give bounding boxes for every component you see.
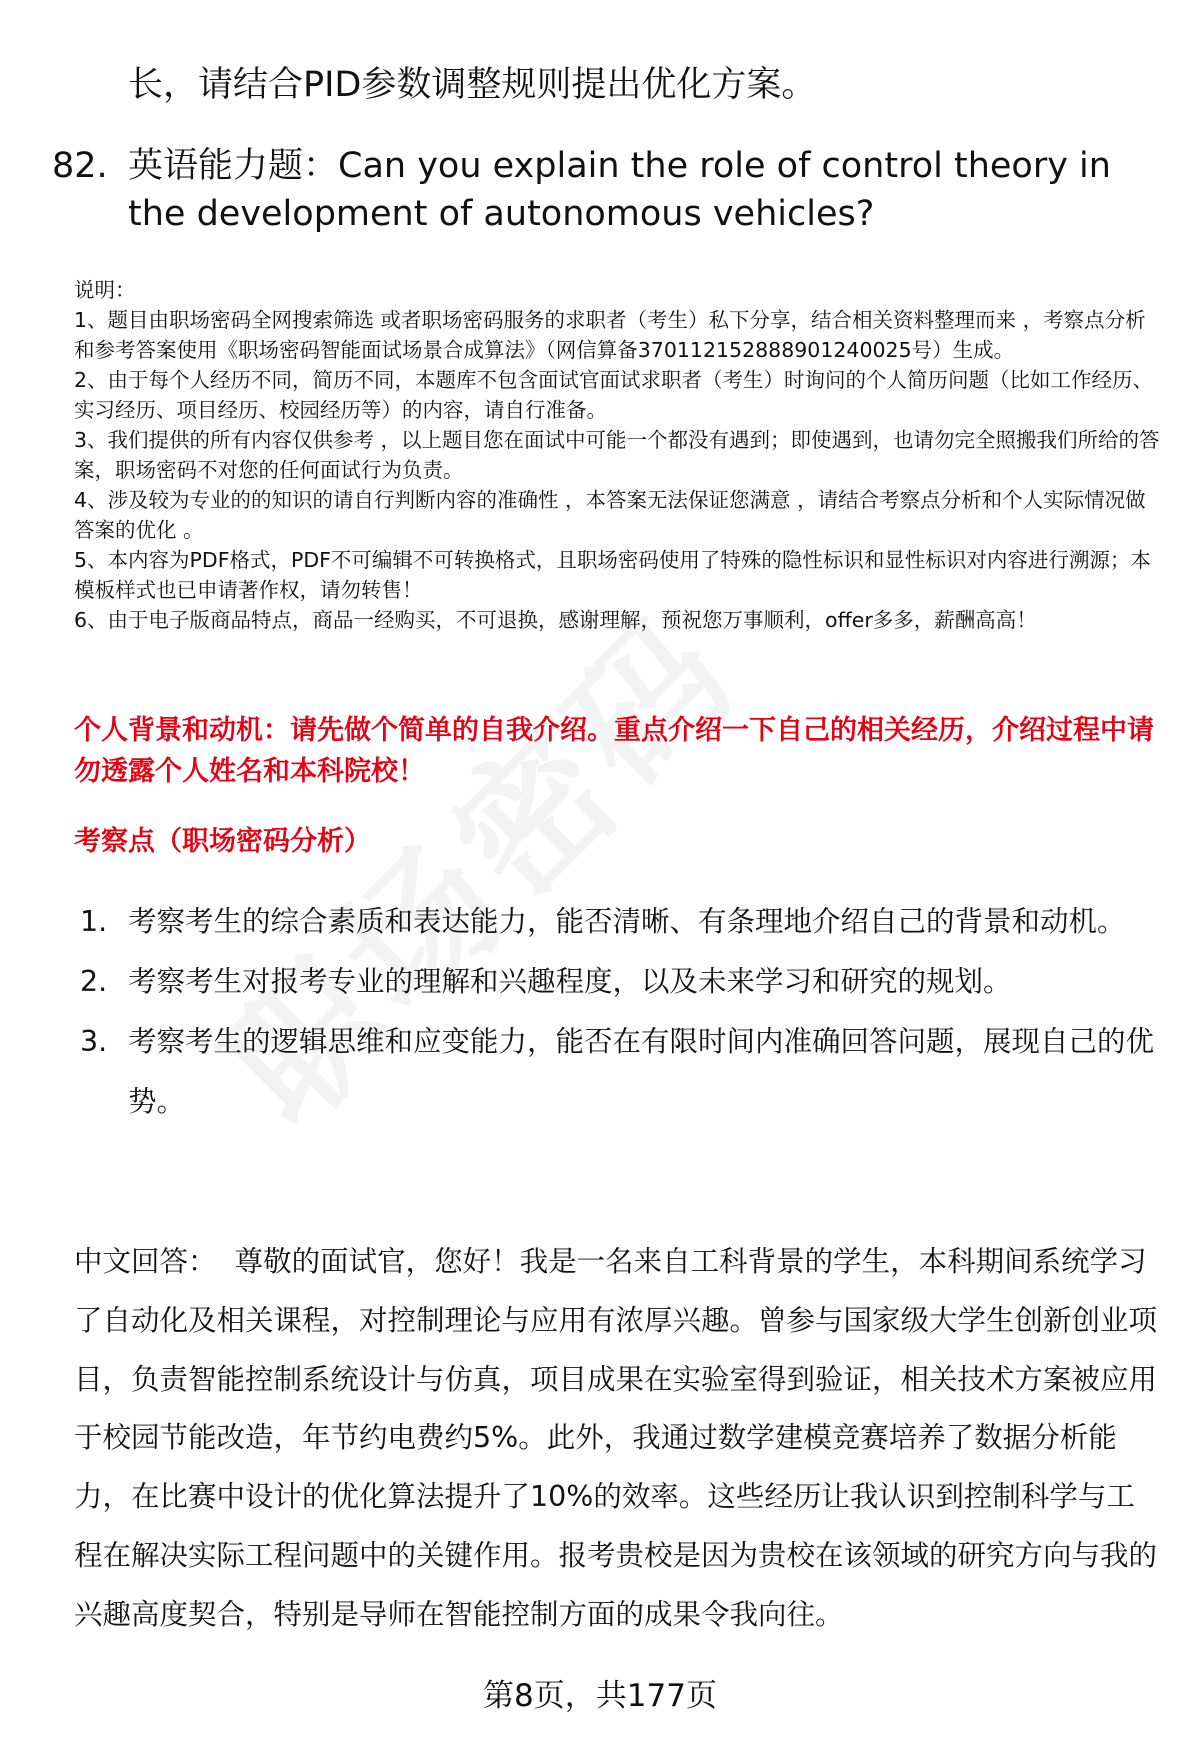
list-item xyxy=(80,892,1160,952)
list-item xyxy=(80,952,1160,1012)
list-item-number: 3. xyxy=(80,1025,108,1058)
section-question: 个人背景和动机：请先做个简单的自我介绍。重点介绍一下自己的相关经历，介绍过程中请勿透露个人姓名和本科院校！ xyxy=(74,715,1154,787)
list-item xyxy=(80,1012,1160,1132)
note-item: 4、涉及较为专业的的知识的请自行判断内容的准确性 ，本答案无法保证您满意 ，请结合考察点分析和个人实际情况做答案的优化 。 xyxy=(74,488,1146,542)
analysis-points-list xyxy=(80,892,1160,1132)
notes-heading: 说明： xyxy=(74,278,136,302)
page-footer: 第8页，共177页 xyxy=(483,1678,717,1714)
list-item-number: 1. xyxy=(80,905,108,938)
question-82 xyxy=(52,142,1162,238)
list-item-text: 考察考生的综合素质和表达能力，能否清晰、有条理地介绍自己的背景和动机。 xyxy=(128,905,1126,938)
note-item: 2、由于每个人经历不同，简历不同，本题库不包含面试官面试求职者（考生）时询问的个人简历问题（比如工作经历、实习经历、项目经历、校园经历等）的内容，请自行准备。 xyxy=(74,368,1154,422)
list-item-number: 2. xyxy=(80,965,108,998)
note-item: 6、由于电子版商品特点，商品一经购买，不可退换，感谢理解，预祝您万事顺利，offer多多，薪酬高高！ xyxy=(74,608,1037,632)
note-item: 3、我们提供的所有内容仅供参考 ，以上题目您在面试中可能一个都没有遇到；即使遇到，也请勿完全照搬我们所给的答案，职场密码不对您的任何面试行为负责。 xyxy=(74,428,1160,482)
answer-label: 中文回答： xyxy=(74,1245,217,1278)
note-item: 1、题目由职场密码全网搜索筛选 或者职场密码服务的求职者（考生）私下分享，结合相关资料整理而来 ，考察点分析和参考答案使用《职场密码智能面试场景合成算法》（网信算备370112152888901240025号）生成。 xyxy=(74,308,1146,362)
question-number: 82. xyxy=(52,146,108,186)
list-item-text: 考察考生对报考专业的理解和兴趣程度，以及未来学习和研究的规划。 xyxy=(128,965,1012,998)
list-item-text: 考察考生的逻辑思维和应变能力，能否在有限时间内准确回答问题，展现自己的优势。 xyxy=(128,1025,1155,1118)
question-continuation: 长，请结合PID参数调整规则提出优化方案。 xyxy=(128,65,817,105)
note-item: 5、本内容为PDF格式，PDF不可编辑不可转换格式，且职场密码使用了特殊的隐性标识和显性标识对内容进行溯源；本模板样式也已申请著作权，请勿转售！ xyxy=(74,548,1151,602)
chinese-answer xyxy=(74,1233,1162,1645)
analysis-title: 考察点（职场密码分析） xyxy=(74,826,371,857)
answer-text: 尊敬的面试官，您好！我是一名来自工科背景的学生，本科期间系统学习了自动化及相关课程，对控制理论与应用有浓厚兴趣。曾参与国家级大学生创新创业项目，负责智能控制系统设计与仿真，项目成果在实验室得到验证，相关技术方案被应用于校园节能改造，年节约电费约5%。此外，我通过数学建模竞赛培养了数据分析能力，在比赛中设计的优化算法提升了10%的效率。这些经历让我认识到控制科学与工程在解决实际工程问题中的关键作用。报考贵校是因为贵校在该领域的研究方向与我的兴趣高度契合，特别是导师在智能控制方面的成果令我向往。 xyxy=(74,1245,1158,1631)
disclaimer-notes xyxy=(74,275,1164,635)
question-text: 英语能力题：Can you explain the role of control theory in the development of autonomous vehicles? xyxy=(128,146,1111,234)
